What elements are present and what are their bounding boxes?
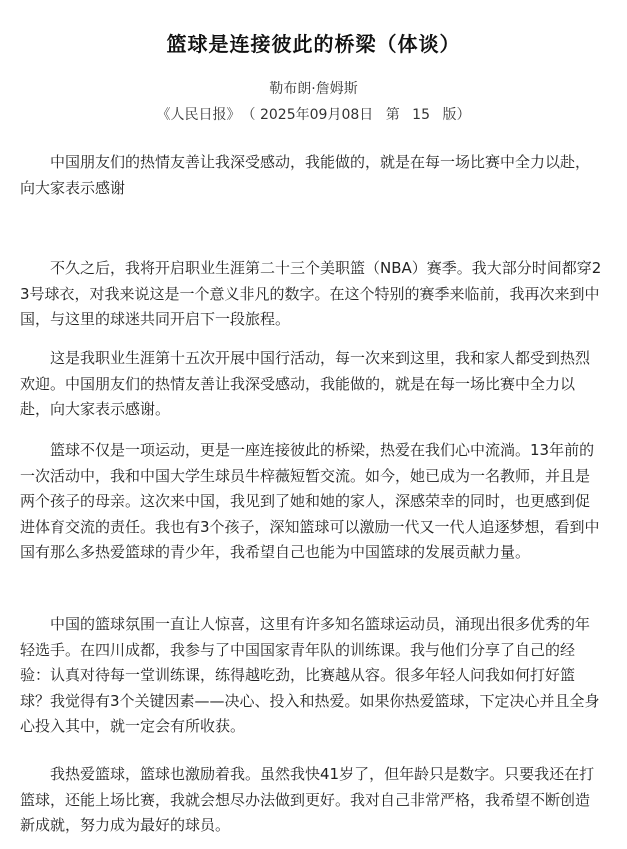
source-date: （ 2025年09月08日 xyxy=(248,107,374,123)
article-paragraph: 篮球不仅是一项运动，更是一座连接彼此的桥梁，热爱在我们心中流淌。13年前的一次活动中，我和中国大学生球员牛梓薇短暂交流。如今，她已成为一名教师，并且是两个孩子的母亲。这次来中国，我见到了她和她的家人，深感荣幸的同时，也更感到促进体育交流的责任。我也有3个孩子，深知篮球可以激励一代又一代人追逐梦想，看到中国有那么多热爱篮球的青少年，我希望自己也能为中国篮球的发展贡献力量。 xyxy=(20,441,600,561)
article-paragraph: 不久之后，我将开启职业生涯第二十三个美职篮（NBA）赛季。我大部分时间都穿23号球衣，对我来说这是一个意义非凡的数字。在这个特别的赛季来临前，我再次来到中国，与这里的球迷共同开启下一段旅程。 xyxy=(20,259,602,328)
source-page-suffix: 版） xyxy=(442,107,471,123)
source-paper: 《人民日报》 xyxy=(156,107,241,123)
article-paragraph: 这是我职业生涯第十五次开展中国行活动，每一次来到这里，我和家人都受到热烈欢迎。中国朋友们的热情友善让我深受感动，我能做的，就是在每一场比赛中全力以赴，向大家表示感谢。 xyxy=(20,349,591,418)
source-page-prefix: 第 xyxy=(385,107,400,123)
article-title: 篮球是连接彼此的桥梁（体谈） xyxy=(166,32,461,56)
source-page-number: 15 xyxy=(412,107,430,123)
article-lead: 中国朋友们的热情友善让我深受感动，我能做的，就是在每一场比赛中全力以赴，向大家表示感谢 xyxy=(20,153,591,197)
article-source xyxy=(0,104,627,124)
article-paragraph: 我热爱篮球，篮球也激励着我。虽然我快41岁了，但年龄只是数字。只要我还在打篮球，还能上场比赛，我就会想尽办法做到更好。我对自己非常严格，我希望不断创造新成就，努力成为最好的球员。 xyxy=(20,765,595,834)
article-author: 勒布朗·詹姆斯 xyxy=(269,81,358,97)
article-paragraph: 中国的篮球氛围一直让人惊喜，这里有许多知名篮球运动员，涌现出很多优秀的年轻选手。在四川成都，我参与了中国国家青年队的训练课。我与他们分享了自己的经验：认真对待每一堂训练课，练得越吃劲，比赛越从容。很多年轻人问我如何打好篮球？我觉得有3个关键因素——决心、投入和热爱。如果你热爱篮球，下定决心并且全身心投入其中，就一定会有所收获。 xyxy=(20,615,600,735)
